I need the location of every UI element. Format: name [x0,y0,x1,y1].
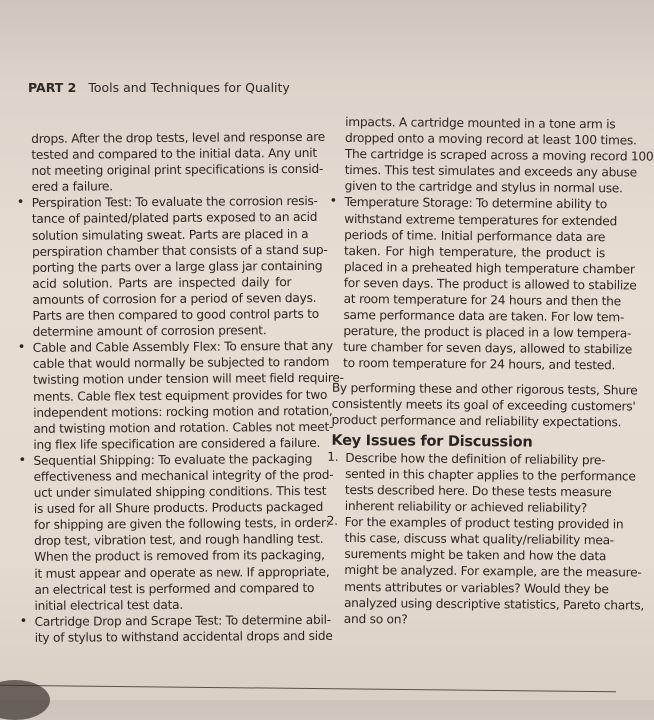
bullet-item [19,612,333,646]
text-line: periods of time. Initial performance data are [344,227,606,244]
text-line: tests described here. Do these tests measure [344,482,612,500]
text-line: impacts. A cartridge mounted in a tone arm is [345,114,616,132]
bullet-icon: • [19,613,28,629]
text-line: When the product is removed from its packaging, [34,548,325,565]
bullet-item [18,451,334,614]
text-line: not meeting original print specifications is consid- [31,162,324,179]
text-line: Perspiration Test: To evaluate the corrosion resis- [31,194,318,211]
text-line: ered a failure. [31,179,113,195]
text-line: Describe how the definition of reliability pre- [345,450,606,467]
text-line: Parts are then compared to good control parts to [32,306,320,323]
text-line: for shipping are given the following tests, in order: [33,516,330,533]
text-line: and so on? [343,611,408,627]
text-line: to room temperature for 24 hours, and tested. [343,356,616,373]
text-line: ments. Cable flex test equipment provides for two [33,387,328,404]
text-line: twisting motion under tension will meet field require- [32,371,344,388]
item-number: 2. [326,513,338,529]
text-line: and twisting motion and rotation. Cables not meet- [33,419,334,436]
closing-paragraph [331,379,638,430]
text-line: placed in a preheated high temperature chamber [343,259,635,277]
text-line: effectiveness and mechanical integrity of the prod- [33,467,334,484]
text-line: tance of painted/plated parts exposed to an acid [31,210,318,227]
text-line: is used for all Shure products. Products packaged [33,499,324,517]
discussion-heading: Key Issues for Discussion [331,432,533,451]
text-line: perspiration chamber that consists of a stand sup- [31,242,328,259]
text-line: surements might be taken and how the data [344,547,607,564]
text-line: porting the parts over a large glass jar containing [32,258,323,275]
text-line: consistently meets its goal of exceeding customers' [331,396,636,414]
discussion-item [327,449,636,517]
running-header [28,80,290,95]
text-line: this case, discuss what quality/reliability mea- [344,531,615,548]
text-line: an electrical test is performed and compared to [34,580,315,597]
text-line: Sequential Shipping: To evaluate the packaging [33,451,313,468]
right-column [326,114,654,629]
text-line: independent motions: rocking motion and rotation, [33,403,333,420]
item-number: 1. [327,449,339,464]
text-line: Cartridge Drop and Scrape Test: To determine abil- [34,612,331,629]
bullet-item [17,338,344,453]
bullet-icon: • [18,452,26,468]
discussion-item [326,513,645,629]
text-line: for seven days. The product is allowed to stabilize [343,275,637,293]
text-line: Cable and Cable Assembly Flex: To ensure that any [32,338,333,356]
left-column [16,129,344,646]
text-line: Temperature Storage: To determine ability to [344,195,608,212]
text-line: acid solution. Parts are inspected daily for [32,274,292,291]
text-line: dropped onto a moving record at least 100 times. [344,131,637,148]
text-line: it must appear and operate as new. If appropriate, [34,564,330,581]
text-line: given to the cartridge and stylus in normal use. [344,179,623,196]
text-line: ments attributes or variables? Would they be [344,579,609,596]
text-line: amounts of corrosion for a period of seven days. [32,290,317,307]
text-line: sented in this chapter applies to the performance [345,466,636,484]
text-line: product performance and reliability expectations. [331,412,622,430]
bullet-item [16,193,328,340]
bullet-icon: • [329,194,337,210]
text-line: perature, the product is placed in a low tempera- [343,324,632,341]
text-line: initial electrical test data. [34,597,184,613]
bullet-icon: • [16,195,25,211]
text-line: same performance data are taken. For low tem- [343,308,625,325]
text-line: taken. For high temperature, the product is [343,243,606,260]
text-line: solution simulating sweat. Parts are placed in a [31,226,309,243]
chapter-title: Tools and Techniques for Quality [88,80,290,95]
part-label: PART 2 [28,80,77,95]
text-line: withstand extreme temperatures for extended [344,211,618,228]
text-line: might be analyzed. For example, are the measure- [344,563,642,580]
text-line: at room temperature for 24 hours and then the [343,291,621,309]
text-line: ture chamber for seven days, allowed to stabilize [343,340,633,357]
text-line: For the examples of product testing provided in [344,515,624,532]
text-line: determine amount of corrosion present. [32,323,267,339]
paragraph [20,129,325,195]
text-line: ing flex life specification are considered a failure. [33,435,321,452]
text-line: tested and compared to the initial data. Any unit [31,145,317,162]
text-line: By performing these and other rigorous tests, Shure [331,380,638,397]
text-line: times. This test simulates and exceeds any abuse [344,163,637,180]
text-line: analyzed using descriptive statistics, Pareto charts, [343,595,645,613]
text-line: cable that would normally be subjected to random [32,355,330,372]
bullet-icon: • [17,340,26,356]
bullet-item [329,194,637,373]
page-bottom-rule [0,685,616,692]
discussion-list [326,449,645,629]
text-line: drops. After the drop tests, level and response are [31,129,325,146]
text-line: drop test, vibration test, and rough handling test. [34,532,324,549]
paragraph [334,114,654,197]
text-line: The cartridge is scraped across a moving record 100 [344,147,654,164]
text-line: inherent reliability or achieved reliability? [344,498,588,516]
text-line: ity of stylus to withstand accidental drops and side [34,628,333,645]
text-line: uct under simulated shipping conditions. This test [33,483,327,500]
